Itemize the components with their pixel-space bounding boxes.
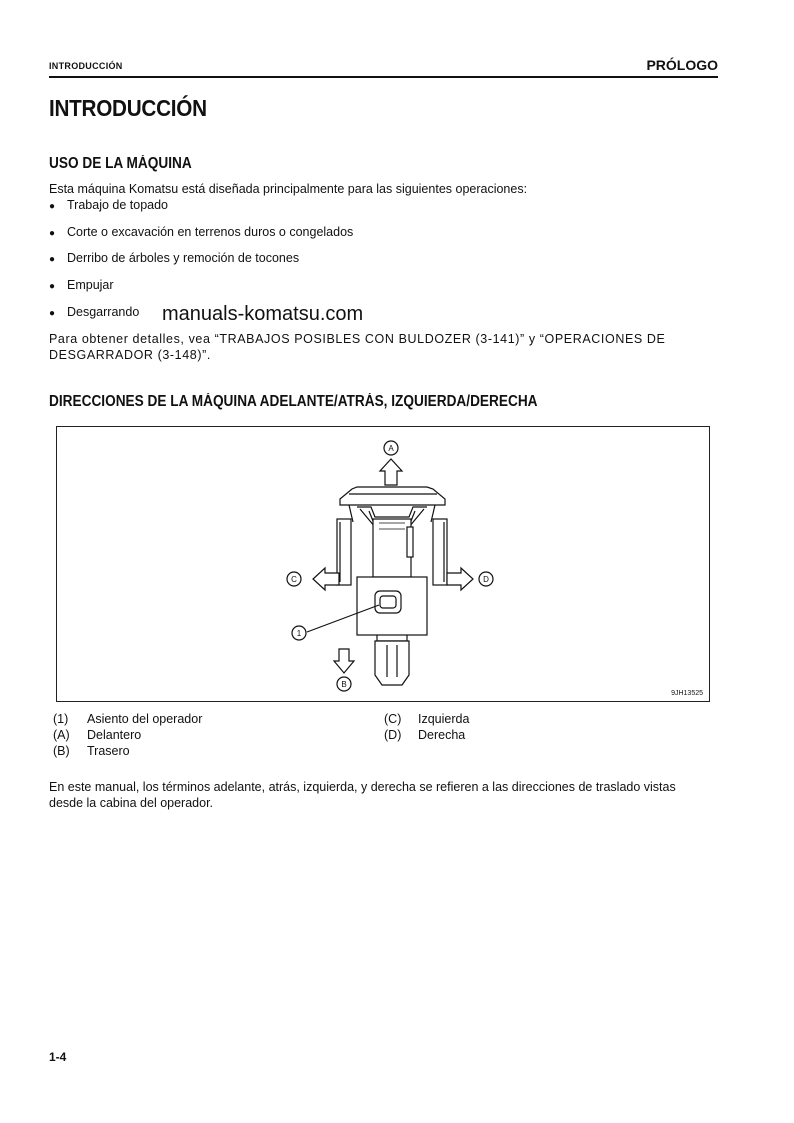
legend-item: (1) Asiento del operador xyxy=(53,712,203,726)
arrow-backward-icon xyxy=(334,649,354,673)
list-item-text: Trabajo de topado xyxy=(67,198,169,212)
list-item xyxy=(49,251,299,265)
usage-heading: USO DE LA MÁQUINA xyxy=(49,155,192,172)
right-track xyxy=(433,519,447,585)
list-item xyxy=(49,278,114,292)
details-line: Para obtener detalles, vea “TRABAJOS POSIBLES CON BULDOZER (3-141)” y “OPERACIONES DE xyxy=(49,332,666,346)
list-item-text: Empujar xyxy=(67,278,114,292)
legend-item: (A) Delantero xyxy=(53,728,142,742)
arrow-left-icon xyxy=(313,568,339,590)
machine-top-view-diagram xyxy=(57,427,709,701)
arrow-forward-icon xyxy=(380,459,402,485)
bullet-icon: ● xyxy=(49,254,56,265)
label-1: 1 xyxy=(296,629,302,638)
operator-seat xyxy=(375,591,401,613)
page-number: 1-4 xyxy=(49,1050,67,1064)
list-item-text: Desgarrando xyxy=(67,305,140,319)
header-rule xyxy=(49,76,718,78)
legend-item: (D) Derecha xyxy=(384,728,466,742)
bullet-icon: ● xyxy=(49,228,56,239)
list-item-text: Derribo de árboles y remoción de tocones xyxy=(67,251,300,265)
note-line: desde la cabina del operador. xyxy=(49,796,214,810)
directions-note xyxy=(49,779,729,811)
running-header-chapter: PRÓLOGO xyxy=(646,57,718,73)
directions-figure xyxy=(56,426,710,702)
blade-shape xyxy=(340,487,445,505)
figure-code: 9JH13525 xyxy=(671,690,703,697)
bullet-icon: ● xyxy=(49,201,56,212)
engine-hood xyxy=(373,519,411,577)
list-item xyxy=(49,225,353,239)
list-item xyxy=(49,198,168,212)
note-line: En este manual, los términos adelante, atrás, izquierda, y derecha se refieren a las direcciones de traslado vistas xyxy=(49,780,676,794)
details-paragraph xyxy=(49,331,717,363)
watermark: manuals-komatsu.com xyxy=(162,303,364,325)
bullet-icon: ● xyxy=(49,281,56,292)
label-b: B xyxy=(341,680,347,689)
legend-item: (C) Izquierda xyxy=(384,712,470,726)
details-line: DESGARRADOR (3-148)”. xyxy=(49,348,211,362)
bullet-icon: ● xyxy=(49,308,56,319)
ripper-shape xyxy=(375,641,409,685)
legend-item: (B) Trasero xyxy=(53,744,130,758)
label-a: A xyxy=(388,444,394,453)
label-d: D xyxy=(483,575,489,584)
arrow-right-icon xyxy=(447,568,473,590)
page-title: INTRODUCCIÓN xyxy=(49,95,207,121)
directions-heading: DIRECCIONES DE LA MÁQUINA ADELANTE/ATRÁS, IZQUIERDA/DERECHA xyxy=(49,393,538,410)
list-item-text: Corte o excavación en terrenos duros o congelados xyxy=(67,225,354,239)
list-item xyxy=(49,305,139,319)
label-c: C xyxy=(291,575,297,584)
running-header-section: INTRODUCCIÓN xyxy=(49,61,123,71)
usage-intro: Esta máquina Komatsu está diseñada principalmente para las siguientes operaciones: xyxy=(49,182,528,196)
